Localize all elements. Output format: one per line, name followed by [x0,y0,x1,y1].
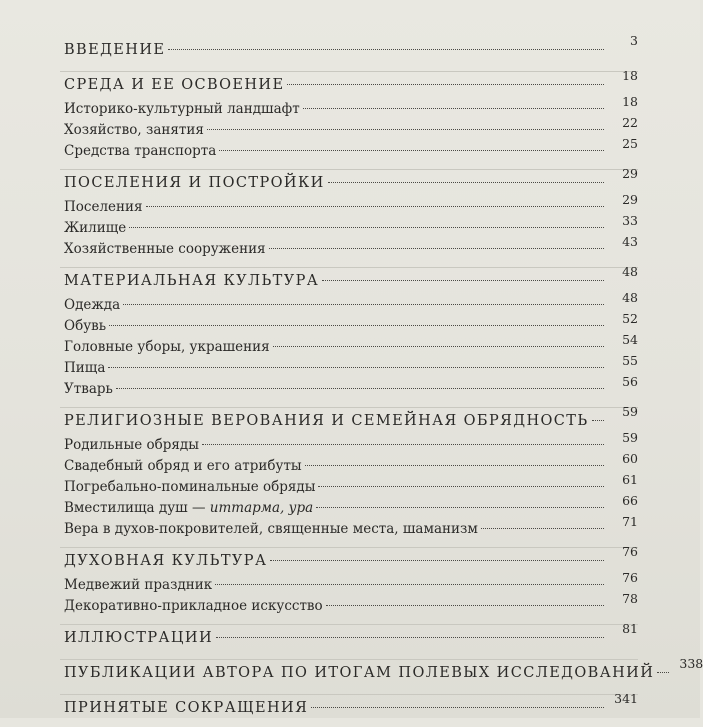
entry-label: Родильные обряды [64,437,199,453]
toc-section-heading[interactable] [60,691,638,721]
dot-leader [316,507,604,508]
toc-entry[interactable] [60,213,638,238]
entry-label: Медвежий праздник [64,577,213,593]
dot-leader [168,49,604,50]
page-number: 55 [622,353,638,368]
page-number: 54 [622,332,638,347]
section-title: МАТЕРИАЛЬНАЯ КУЛЬТУРА [64,273,320,289]
dot-leader [322,280,604,281]
toc-section [60,545,638,616]
section-title: ПРИНЯТЫЕ СОКРАЩЕНИЯ [64,700,309,716]
toc-section [60,622,638,651]
dot-leader [657,672,669,673]
dot-leader [108,367,604,368]
page-number: 81 [622,621,638,636]
dot-leader [311,707,604,708]
page-number: 60 [622,451,638,466]
dot-leader [328,182,604,183]
toc-entry[interactable] [60,311,638,336]
page-number: 29 [622,192,638,207]
dot-leader [592,420,604,421]
dot-leader [270,560,604,561]
dot-leader [109,325,604,326]
toc-entry[interactable] [60,514,638,539]
dot-leader [116,388,604,389]
toc-section [60,692,638,721]
toc-entry[interactable] [60,353,638,378]
page-number: 71 [622,514,638,529]
entry-label: Вместилища душ — иттарма, ура [64,500,314,516]
entry-label: Жилище [64,220,127,236]
dot-leader [202,444,604,445]
toc-section-heading[interactable] [60,166,638,196]
page-number: 22 [622,115,638,130]
dot-leader [326,605,604,606]
page-number: 61 [622,472,638,487]
toc-section-heading[interactable] [60,544,638,574]
entry-label: Обувь [64,318,107,334]
page-number: 52 [622,311,638,326]
toc-entry[interactable] [60,136,638,161]
page-number: 29 [622,166,638,181]
page-number: 33 [622,213,638,228]
section-title: РЕЛИГИОЗНЫЕ ВЕРОВАНИЯ И СЕМЕЙНАЯ ОБРЯДНОСТЬ [64,413,589,429]
page-number: 338 [679,656,703,671]
toc-entry[interactable] [60,290,638,315]
page-number: 3 [630,33,638,48]
toc-section [60,33,638,63]
dot-leader [305,465,604,466]
dot-leader [146,206,604,207]
page-number: 18 [622,94,638,109]
dot-leader [216,637,604,638]
toc-entry[interactable] [60,472,638,497]
entry-label: Утварь [64,381,113,397]
page-number: 56 [622,374,638,389]
page-number: 76 [622,544,638,559]
entry-label-italic: иттарма, ура [209,500,314,516]
toc-section [60,656,703,686]
entry-label: Погребально-поминальные обряды [64,479,316,495]
page-number: 59 [622,404,638,419]
toc-entry[interactable] [60,493,638,518]
entry-label: Средства транспорта [64,143,217,159]
toc-entry[interactable] [60,94,638,119]
toc-section-heading[interactable] [60,621,638,651]
entry-label: Вера в духов-покровителей, священные места, шаманизм [64,521,478,537]
toc-section-heading[interactable] [60,264,638,294]
dot-leader [219,150,604,151]
toc-entry[interactable] [60,430,638,455]
entry-label: Хозяйственные сооружения [64,241,266,257]
page-number: 18 [622,68,638,83]
toc-entry[interactable] [60,234,638,259]
toc-entry[interactable] [60,570,638,595]
page-number: 25 [622,136,638,151]
toc-section-heading[interactable] [60,68,638,98]
entry-label: Хозяйство, занятия [64,122,204,138]
section-title: ПОСЕЛЕНИЯ И ПОСТРОЙКИ [64,175,325,191]
dot-leader [273,346,604,347]
toc-entry[interactable] [60,451,638,476]
toc-section [60,167,638,259]
dot-leader [318,486,604,487]
dot-leader [123,304,604,305]
dot-leader [287,84,604,85]
page-number: 66 [622,493,638,508]
toc-section-heading[interactable] [60,404,638,434]
toc-section-heading[interactable] [60,656,703,686]
entry-label: Свадебный обряд и его атрибуты [64,458,302,474]
entry-label: Пища [64,360,106,376]
page-number: 341 [614,691,638,706]
toc-entry[interactable] [60,115,638,140]
entry-label: Одежда [64,297,121,313]
section-title: ВВЕДЕНИЕ [64,42,166,58]
dot-leader [481,528,604,529]
entry-label: Поселения [64,199,143,215]
dot-leader [303,108,604,109]
toc-entry[interactable] [60,374,638,399]
toc-entry[interactable] [60,192,638,217]
toc-section [60,405,638,539]
page-number: 43 [622,234,638,249]
toc-section [60,265,638,399]
table-of-contents [60,33,703,727]
section-title: ПУБЛИКАЦИИ АВТОРА ПО ИТОГАМ ПОЛЕВЫХ ИССЛЕДОВАНИЙ [64,665,655,681]
section-title: ИЛЛЮСТРАЦИИ [64,630,213,646]
dot-leader [207,129,604,130]
page-number: 76 [622,570,638,585]
toc-entry[interactable] [60,591,638,616]
section-title: СРЕДА И ЕЕ ОСВОЕНИЕ [64,77,285,93]
page-number: 59 [622,430,638,445]
toc-section-heading[interactable] [60,33,638,63]
toc-section [60,69,638,161]
toc-entry[interactable] [60,332,638,357]
page-number: 48 [622,264,638,279]
dot-leader [215,584,604,585]
entry-label: Декоративно-прикладное искусство [64,598,323,614]
section-title: ДУХОВНАЯ КУЛЬТУРА [64,553,268,569]
page-number: 78 [622,591,638,606]
entry-label: Головные уборы, украшения [64,339,270,355]
entry-label: Историко-культурный ландшафт [64,101,300,117]
page-number: 48 [622,290,638,305]
dot-leader [129,227,604,228]
dot-leader [269,248,604,249]
